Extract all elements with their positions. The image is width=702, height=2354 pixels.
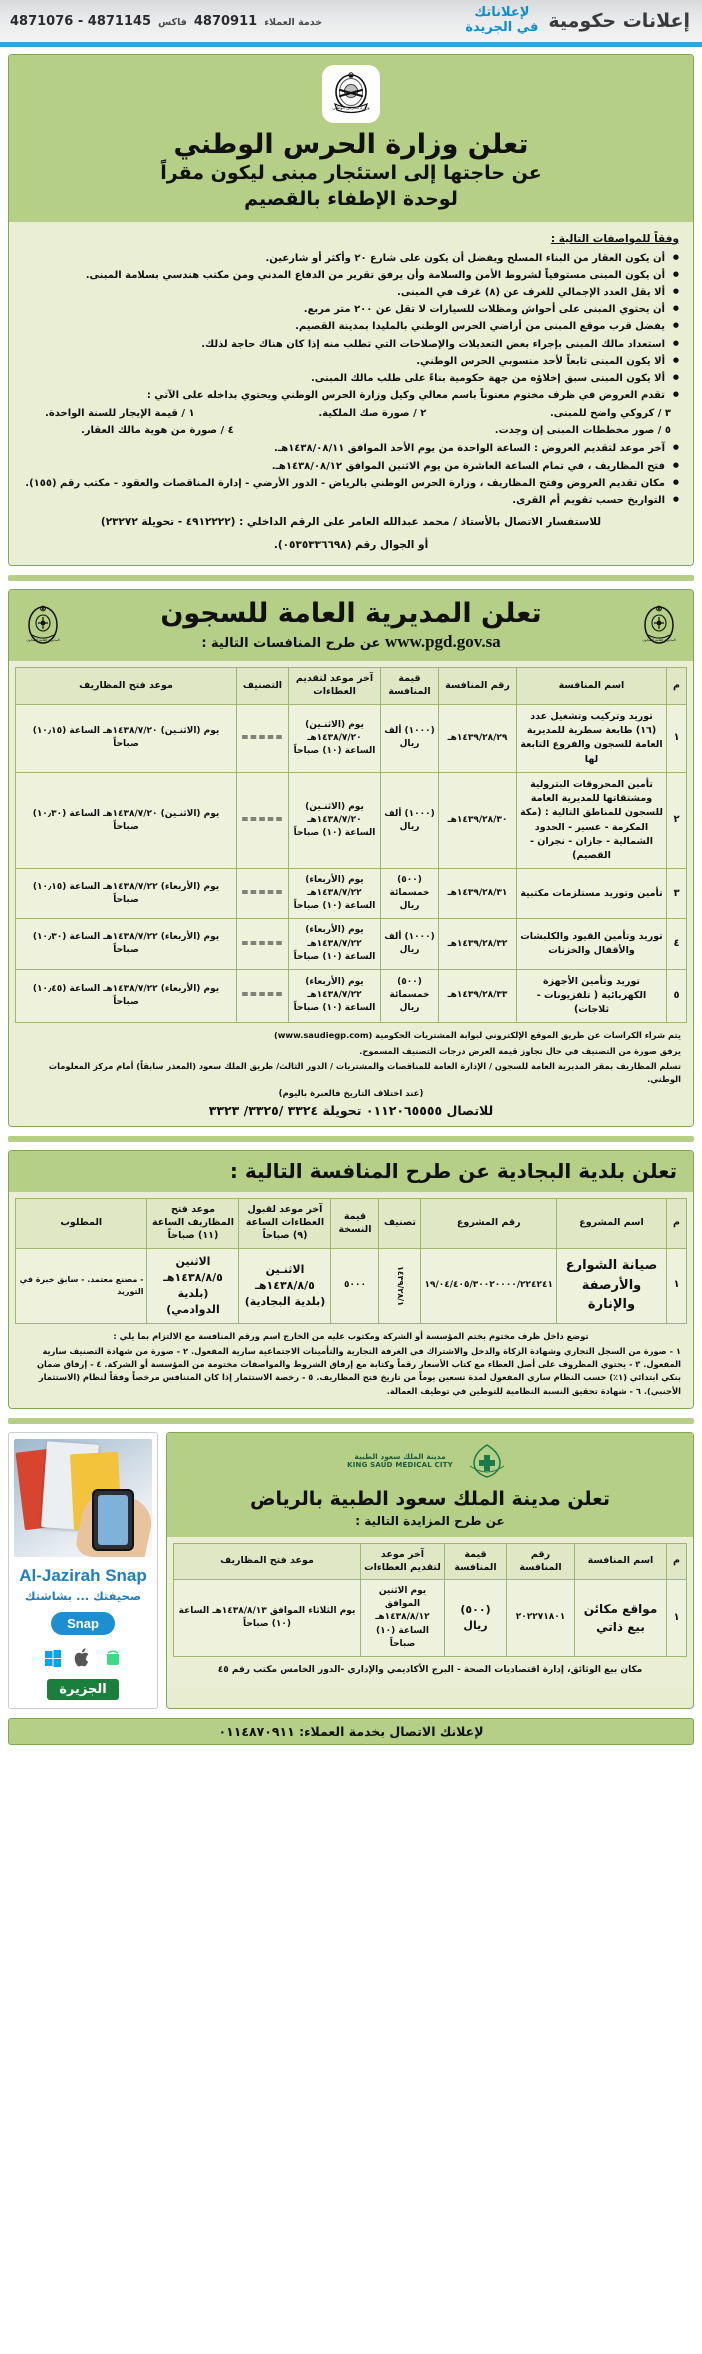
page-footer-contact-bar: لإعلانك الاتصال بخدمة العملاء: ٠١١٤٨٧٠٩١١ — [8, 1718, 694, 1745]
svg-text:المديرية العامة للسجون: المديرية العامة للسجون — [642, 637, 676, 642]
calendar-note: (عند اختلاف التاريخ فالعبرة باليوم) — [278, 1089, 424, 1100]
cell-value: (٥٠٠) ريال — [445, 1580, 507, 1656]
cell-value: (١٠٠٠) ألف ريال — [381, 919, 439, 969]
specifications-heading: وفقاً للمواصفات التالية : — [550, 232, 679, 245]
ad-ksmc-title: تعلن مدينة الملك سعود الطبية بالرياض — [249, 1487, 611, 1510]
cell-required: - مصنع معتمد. - سابق خبرة في التوريد — [16, 1248, 147, 1323]
list-item: ● استعداد مالك المبنى بإجراء بعض التعديلات والإصلاحات التي تطلب منه إذا كان هناك حاجة لذلك. — [21, 337, 681, 353]
ad-king-saud-medical-city — [166, 1432, 694, 1709]
ad-prisons-website-url[interactable]: www.pgd.gov.sa — [384, 632, 501, 652]
col-name: اسم المنافسة — [517, 668, 667, 705]
ad-national-guard-contact-line-1: للاستفسار الاتصال بالأستاذ / محمد عبدالله العامر على الرقم الداخلي : (٤٩١٢٢٢٢ - تحويلة ٢٣٢٧٢) — [100, 516, 602, 529]
ad-national-guard-header — [9, 55, 693, 222]
cell-value: (٥٠٠) خمسمائة ريال — [381, 969, 439, 1023]
required-document: ٣ / كروكي واضح للمبنى. — [549, 408, 671, 420]
col-project-number: رقم المشروع — [421, 1199, 557, 1248]
cell-index: ٣ — [667, 869, 687, 919]
required-document: ٤ / صورة من هوية مالك العقار. — [81, 425, 234, 437]
promo-store-badges — [42, 1645, 124, 1669]
ad-national-guard-title-line-2: عن حاجتها إلى استئجار مبنى ليكون مقراً — [160, 162, 542, 185]
required-documents-row-2 — [21, 422, 681, 439]
bajadiah-notes-block — [15, 1324, 687, 1402]
promo-brand-title: Al-Jazirah Snap — [19, 1565, 147, 1585]
cell-index: ٤ — [667, 919, 687, 969]
cell-number: ١٤٣٩/٢٨/٣٢هـ — [439, 919, 517, 969]
fax-label: فاكس — [158, 16, 187, 28]
slogan-line-2: في الجريدة — [465, 20, 539, 35]
list-item: ● مكان تقديم العروض وفتح المظاريف ، وزارة الحرس الوطني بالرياض - الدور الأرضي - إدارة المناقصات والعقود - مكتب رقم (١٥٥). — [21, 476, 681, 492]
masthead-advertise-slogan — [465, 6, 538, 35]
col-value: قيمة المنافسة — [381, 668, 439, 705]
col-copy-value: قيمة النسخة — [331, 1199, 379, 1248]
required-document: ٢ / صورة صك الملكية. — [318, 408, 427, 420]
col-opening: موعد فتح المظاريف الساعة (١١) صباحاً — [147, 1199, 239, 1248]
cell-number: ١٤٣٩/٢٨/٢٩هـ — [439, 704, 517, 772]
cell-value: (٥٠٠) خمسمائة ريال — [381, 869, 439, 919]
list-item: ● أن يكون العقار من البناء المسلح ويفضل أن يكون على شارع ٢٠ وأكثر أو شارعين. — [21, 251, 681, 267]
cell-opening: يوم (الأربعاء) ١٤٣٨/٧/٢٢هـ الساعة (١٠٫٤٥) صباحاً — [16, 969, 237, 1023]
note-item: توضع داخل ظرف مختوم بختم المؤسسة أو الشركة ومكتوب عليه من الخارج اسم ورقم المنافسة مع الالتزام بما يلي : — [113, 1330, 589, 1341]
col-classification: التصنيف — [237, 668, 289, 705]
col-index: م — [667, 668, 687, 705]
svg-text:المديرية العامة للسجون: المديرية العامة للسجون — [26, 637, 60, 642]
apple-icon[interactable] — [72, 1645, 94, 1669]
ad-bajadiah-municipality — [8, 1150, 694, 1409]
ad-national-guard-body — [9, 222, 693, 565]
table-row — [16, 969, 687, 1023]
cell-classification: ===== — [237, 772, 289, 869]
ad-bajadiah-table-wrap — [9, 1192, 693, 1408]
table-row — [16, 1248, 687, 1323]
note-item: مكان بيع الوثائق، إدارة اقتصاديات الصحة - البرج الأكاديمي والإداري -الدور الخامس مكتب رقم ٤٥ — [217, 1664, 643, 1675]
note-item: يرفق صورة من التصنيف في حال تجاوز قيمة العرض درجات التصنيف المسموح. — [359, 1045, 681, 1056]
prisons-tender-table — [15, 667, 687, 1023]
ad-ksmc-header — [167, 1433, 693, 1537]
fax-numbers: 4871145 - 4871076 — [10, 13, 152, 29]
cell-project-number: ١٩/٠٤/٤٠٥/٣٠٠٢٠٠٠٠/٢٢٤٢٤١ — [421, 1248, 557, 1323]
required-documents-row-1 — [21, 405, 681, 422]
king-saud-medical-city-emblem-icon — [461, 1441, 513, 1481]
cell-project-name: صيانة الشوارع والأرصفة والإنارة — [557, 1248, 667, 1323]
table-header-row — [16, 1199, 687, 1248]
list-item: ● آخر موعد لتقديم العروض : الساعة الواحدة من يوم الأحد الموافق ١٤٣٨/٠٨/١١هـ. — [21, 441, 681, 457]
col-number: رقم المنافسة — [439, 668, 517, 705]
cell-number: ٢٠٢٢٧١٨٠١ — [507, 1580, 575, 1656]
cell-deadline: الاثنـين ١٤٣٨/٨/٥هـ (بلدية البجادية) — [239, 1248, 331, 1323]
list-item: ● ألا يقل العدد الإجمالي للغرف عن (٨) غرف في المبنى. — [21, 285, 681, 301]
cell-number: ١٤٣٩/٢٨/٣٣هـ — [439, 969, 517, 1023]
promo-photo — [14, 1439, 152, 1557]
promo-publisher-logo: الجزيرة — [47, 1679, 118, 1700]
prisons-phone-line: للاتصال ٠١١٢٠٦٥٥٥٥ تحويلة ٣٣٢٤ /٣٣٢٥/ ٣٣٢٣ — [208, 1103, 494, 1119]
table-row — [16, 704, 687, 772]
cell-opening: الاثنين ١٤٣٨/٨/٥هـ (بلدية الدوادمي) — [147, 1248, 239, 1323]
cell-name: توريد وتركيب وتشغيل عدد (١٦) طابعة سطرية للمديرية العامة للسجون والفروع التابعة لها — [517, 704, 667, 772]
ad-prisons-title: تعلن المديرية العامة للسجون — [160, 597, 542, 629]
cell-name: توريد وتأمين الأجهزة الكهربائية ( تلفزيونات - ثلاجات) — [517, 969, 667, 1023]
ad-national-guard — [8, 54, 694, 566]
table-row — [16, 869, 687, 919]
promo-photo-phone — [92, 1489, 134, 1551]
cell-name: تأمين وتوريد مستلزمات مكتبية — [517, 869, 667, 919]
cell-opening: يوم (الأربعاء) ١٤٣٨/٧/٢٢هـ الساعة (١٠٫١٥) صباحاً — [16, 869, 237, 919]
ad-ksmc-table-wrap — [167, 1537, 693, 1687]
customer-service-number: 4870911 — [193, 13, 258, 29]
cell-index: ١ — [667, 1580, 687, 1656]
ad-bajadiah-header — [9, 1151, 693, 1192]
promo-brand-subtitle: صحيفتك ... بشاشتك — [25, 1588, 141, 1603]
cell-deadline: يوم (الأربعاء) ١٤٣٨/٧/٢٢هـ الساعة (١٠) صباحاً — [289, 869, 381, 919]
col-index: م — [667, 1543, 687, 1580]
ad-national-guard-title-line-3: لوحدة الإطفاء بالقصيم — [244, 188, 458, 211]
cell-classification: ===== — [237, 919, 289, 969]
ad-prisons-table-wrap — [9, 661, 693, 1126]
cell-copy-value: ٥٠٠٠ — [331, 1248, 379, 1323]
col-name: اسم المنافسة — [575, 1543, 667, 1580]
ksmc-tender-table — [173, 1543, 687, 1657]
svg-text:وزارة الحرس الوطني: وزارة الحرس الوطني — [332, 105, 370, 110]
table-header-row — [174, 1543, 687, 1580]
cell-value: (١٠٠٠) ألف ريال — [381, 704, 439, 772]
col-required: المطلوب — [16, 1199, 147, 1248]
list-item: ● يفضل قرب موقع المبنى من أراضي الحرس الوطني بالمليدا بمدينة القصيم. — [21, 319, 681, 335]
specifications-list — [21, 251, 681, 405]
cell-opening: يوم (الاثنـين) ١٤٣٨/٧/٢٠هـ الساعة (١٠٫١٥) صباحاً — [16, 704, 237, 772]
col-deadline: آخر موعد لتقديم العطاءات — [289, 668, 381, 705]
windows-icon[interactable] — [42, 1645, 64, 1669]
submission-details-list — [21, 441, 681, 509]
cell-classification: ===== — [237, 969, 289, 1023]
col-deadline: آخر موعد لقبول العطاءات الساعة (٩) صباحاً — [239, 1199, 331, 1248]
cell-classification: ١٤٣٩/٢٨/١ — [379, 1248, 421, 1323]
ad-prisons-subtitle-text: عن طرح المنافسات التالية : — [201, 636, 381, 652]
page-masthead — [0, 0, 702, 42]
cell-deadline: يوم (الاثنـين) ١٤٣٨/٧/٢٠هـ الساعة (١٠) صباحاً — [289, 704, 381, 772]
required-document: ٥ / صور مخططات المبنى إن وجدت. — [494, 425, 671, 437]
cell-name: مواقع مكائن بيع ذاتي — [575, 1580, 667, 1656]
cell-value: (١٠٠٠) ألف ريال — [381, 772, 439, 869]
bajadiah-tender-table — [15, 1198, 687, 1323]
national-guard-emblem-icon — [322, 65, 380, 123]
note-item: ١ - صورة من السجل التجاري وشهادة الزكاة والدخل والاشتراك في الغرفة التجارية والتأمينات الاجتماعية سارية المفعول. ٢ - صورة من شهادة التصنيف سارية المفعول. ٣ - يحتوي المظروف على أصل العطاء مع كتاب الأسعار رقماً وكتابة مع إرفاق الشروط والمواصفات مختومة من المؤسسة أو الشركة. ٤ - إرفاق ضمان بنكي ابتدائي (١٪) حسب النظام ساري المفعول لمدة تسعين يوماً من تاريخ فتح المظاريف. ٥ - رخصة الاستثمار إذا كان المتنافس مرخصاً وفقاً لنظام (الاستثمار الأجنبي). ٦ - شهادة تحقيق النسبة النظامية للتوطين في توظيف العمالة. — [36, 1345, 681, 1396]
table-header-row — [16, 668, 687, 705]
table-row — [174, 1580, 687, 1656]
list-item: ● ألا يكون المبنى تابعاً لأحد منسوبي الحرس الوطني. — [21, 354, 681, 370]
ad-ksmc-subtitle: عن طرح المزايدة التالية : — [355, 1513, 505, 1528]
section-divider — [8, 575, 694, 581]
cell-index: ٥ — [667, 969, 687, 1023]
list-item: ● أن يكون المبنى مستوفياً لشروط الأمن والسلامة وأن يرفق تقرير من الدفاع المدني ومن مكتب هندسي بسلامة المبنى. — [21, 268, 681, 284]
cell-deadline: يوم (الاثنـين) ١٤٣٨/٧/٢٠هـ الساعة (١٠) صباحاً — [289, 772, 381, 869]
ad-national-guard-contact-line-2: أو الجوال رقم (٠٥٣٥٣٣٦٦٩٨). — [273, 538, 429, 551]
col-value: قيمة المنافسة — [445, 1543, 507, 1580]
prisons-directorate-emblem-icon-left — [19, 601, 67, 649]
cell-opening: يوم (الاثنـين) ١٤٣٨/٧/٢٠هـ الساعة (١٠٫٣٠) صباحاً — [16, 772, 237, 869]
masthead-gov-label: إعلانات حكومية — [548, 10, 690, 32]
android-icon[interactable] — [102, 1645, 124, 1669]
ksmc-emblem-label-ar: مدينة الملك سعود الطبية — [354, 1452, 446, 1462]
section-divider — [8, 1418, 694, 1424]
list-item: ● فتح المظاريف ، في تمام الساعة العاشرة من يوم الاثنين الموافق ١٤٣٨/٠٨/١٢هـ. — [21, 459, 681, 475]
masthead-contact-block — [10, 14, 322, 29]
col-classification: تصنيف — [379, 1199, 421, 1248]
ad-national-guard-title-line-1: تعلن وزارة الحرس الوطني — [173, 129, 529, 160]
cell-number: ١٤٣٩/٢٨/٣١هـ — [439, 869, 517, 919]
prisons-directorate-emblem-icon-right — [635, 601, 683, 649]
cell-name: تأمين المحروقات البترولية ومشتقاتها للمديرية العامة للسجون للمناطق التالية : (مكة المكرمة - عسير - الحدود الشمالية - جازان - نجران - القصيم) — [517, 772, 667, 869]
al-jazirah-snap-promo[interactable] — [8, 1432, 158, 1709]
section-divider — [8, 1136, 694, 1142]
cell-deadline: يوم (الأربعاء) ١٤٣٨/٧/٢٢هـ الساعة (١٠) صباحاً — [289, 969, 381, 1023]
cell-name: توريد وتأمين القيود والكلبشات والأقفال والخزنات — [517, 919, 667, 969]
cell-opening: يوم الثلاثاء الموافق ١٤٣٨/٨/١٣هـ الساعة (١٠) صباحاً — [174, 1580, 361, 1656]
cell-index: ٢ — [667, 772, 687, 869]
ad-ksmc-wrap — [8, 1432, 694, 1709]
ad-prisons-directorate — [8, 589, 694, 1128]
ksmc-emblem-label-en: KING SAUD MEDICAL CITY — [347, 1461, 453, 1470]
col-index: م — [667, 1199, 687, 1248]
cell-deadline: يوم (الأربعاء) ١٤٣٨/٧/٢٢هـ الساعة (١٠) صباحاً — [289, 919, 381, 969]
cell-deadline: يوم الاثنين الموافق ١٤٣٨/٨/١٢هـ الساعة (١٠) صباحاً — [361, 1580, 445, 1656]
cell-opening: يوم (الأربعاء) ١٤٣٨/٧/٢٢هـ الساعة (١٠٫٣٠) صباحاً — [16, 919, 237, 969]
cell-index: ١ — [667, 1248, 687, 1323]
slogan-line-1: لإعلاناتك — [474, 5, 530, 21]
list-item: ● تقدم العروض في ظرف مختوم معنوناً باسم معالي وكيل وزارة الحرس الوطني ويحتوي بداخله على الآتي : — [21, 388, 681, 404]
ad-prisons-header — [9, 590, 693, 661]
ad-prisons-subtitle-row — [73, 632, 629, 652]
col-opening: موعد فتح المظاريف — [16, 668, 237, 705]
list-item: ● أن يحتوي المبنى على أحواش ومظلات للسيارات لا تقل عن ٢٠٠ متر مربع. — [21, 302, 681, 318]
cell-classification: ===== — [237, 704, 289, 772]
ksmc-notes-block — [173, 1657, 687, 1681]
masthead-spacer — [0, 47, 702, 54]
cell-number: ١٤٣٩/٢٨/٣٠هـ — [439, 772, 517, 869]
note-item: تسلم المظاريف بمقر المديرية العامة للسجون / الإدارة العامة للمناقصات والمشتريات / الدور الثالث/ طريق الملك سعود (المعذر سابقاً) أمام مركز المعلومات الوطني. — [48, 1060, 681, 1085]
col-deadline: آخر موعد لتقديم العطاءات — [361, 1543, 445, 1580]
prisons-notes-block — [15, 1023, 687, 1120]
cell-classification: ===== — [237, 869, 289, 919]
cell-index: ١ — [667, 704, 687, 772]
list-item: ● ألا يكون المبنى سبق إخلاؤه من جهة حكومية بناءً على طلب مالك المبنى. — [21, 371, 681, 387]
customer-service-label: خدمة العملاء — [264, 16, 323, 28]
table-row — [16, 919, 687, 969]
required-document: ١ / قيمة الإيجار للسنة الواحدة. — [45, 408, 195, 420]
list-item: ● التواريخ حسب تقويم أم القرى. — [21, 493, 681, 509]
col-number: رقم المنافسة — [507, 1543, 575, 1580]
note-item: يتم شراء الكراسات عن طريق الموقع الإلكتروني لبوابة المشتريات الحكومية (www.saudiegp.com) — [273, 1030, 681, 1041]
col-opening: موعد فتح المظاريف — [174, 1543, 361, 1580]
col-project-name: اسم المشروع — [557, 1199, 667, 1248]
table-row — [16, 772, 687, 869]
ad-bajadiah-title: تعلن بلدية البجادية عن طرح المنافسة التالية : — [229, 1159, 677, 1184]
promo-snap-badge[interactable]: Snap — [51, 1612, 115, 1635]
